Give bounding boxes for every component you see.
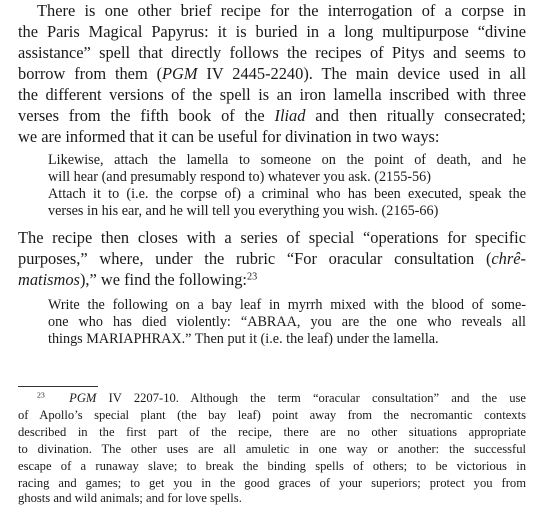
text-run: verses from the fifth book of the [18,106,275,125]
quote-line: Likewise, attach the lamella to someone on the point of death, and he [48,152,526,168]
text-line: There is one other brief recipe for the interrogation of a corpse in [37,1,526,20]
text-line: the Paris Magical Papyrus: it is buried in a long multipurpose “divine [18,22,526,41]
text-run: and then ritually consecrated; [305,106,526,125]
text-run: borrow from them ( [18,64,163,83]
footnote-line [37,391,526,406]
text-line [18,106,526,126]
text-line: the different versions of the spell is an iron lamella inscribed with three [18,85,526,104]
greek-term: chrê- [491,249,526,268]
text-run: ),” we find the following: [79,270,247,289]
footnote-line: described in the first part of the recipe, there are no other situations appropriate [18,425,526,439]
book-title: Iliad [274,106,306,125]
quote-line: things MARIAPHRAX.” Then put it (i.e. the leaf) under the lamella. [48,331,439,347]
quote-line: verses in his ear, and he will tell you everything you wish. (2165-66) [48,203,439,219]
footnote-line: of Apollo’s special plant (the bay leaf) point away from the necromantic contexts [18,408,526,422]
text-line: we are informed that it can be useful for divination in two ways: [18,127,440,146]
footnote-line: escape of a runaway slave; to break the binding spells of others; to be victorious in [18,459,526,473]
footnote-line: ghosts and wild animals; and for love spells. [18,491,242,505]
text-run: IV 2445-2240). The main device used in all [197,64,526,83]
text-run: purposes,” where, under the rubric “For oracular consultation ( [18,249,492,268]
text-line [18,249,526,269]
footnote-line: racing and games; to get you in the good graces of your superiors; protect you from [18,476,526,490]
greek-term: matismos [18,270,80,289]
footnote-marker[interactable]: 23 [247,271,258,283]
text-line [18,64,526,84]
citation-abbrev: PGM [69,391,97,405]
text-run: IV 2207-10. Although the term “oracular consultation” and the use [96,391,526,405]
text-line: The recipe then closes with a series of special “operations for specific [18,228,526,247]
quote-line: Write the following on a bay leaf in myrrh mixed with the blood of some- [48,297,526,313]
text-line: assistance” spell that directly follows the recipes of Pitys and seems to [18,43,526,62]
quote-line: will hear (and presumably respond to) whatever you ask. (2155-56) [48,169,431,185]
text-line [18,270,257,290]
quote-line: Attach it to (i.e. the corpse of) a criminal who has been executed, speak the [48,186,526,202]
footnote-number: 23 [37,390,45,400]
footnote-line: to divination. The other uses are all amuletic in one way or another: the successful [18,442,526,456]
citation-abbrev: PGM [162,64,198,83]
quote-line: one who has died violently: “ABRAA, you are the one who reveals all [48,314,526,330]
footnote-separator [18,386,98,387]
